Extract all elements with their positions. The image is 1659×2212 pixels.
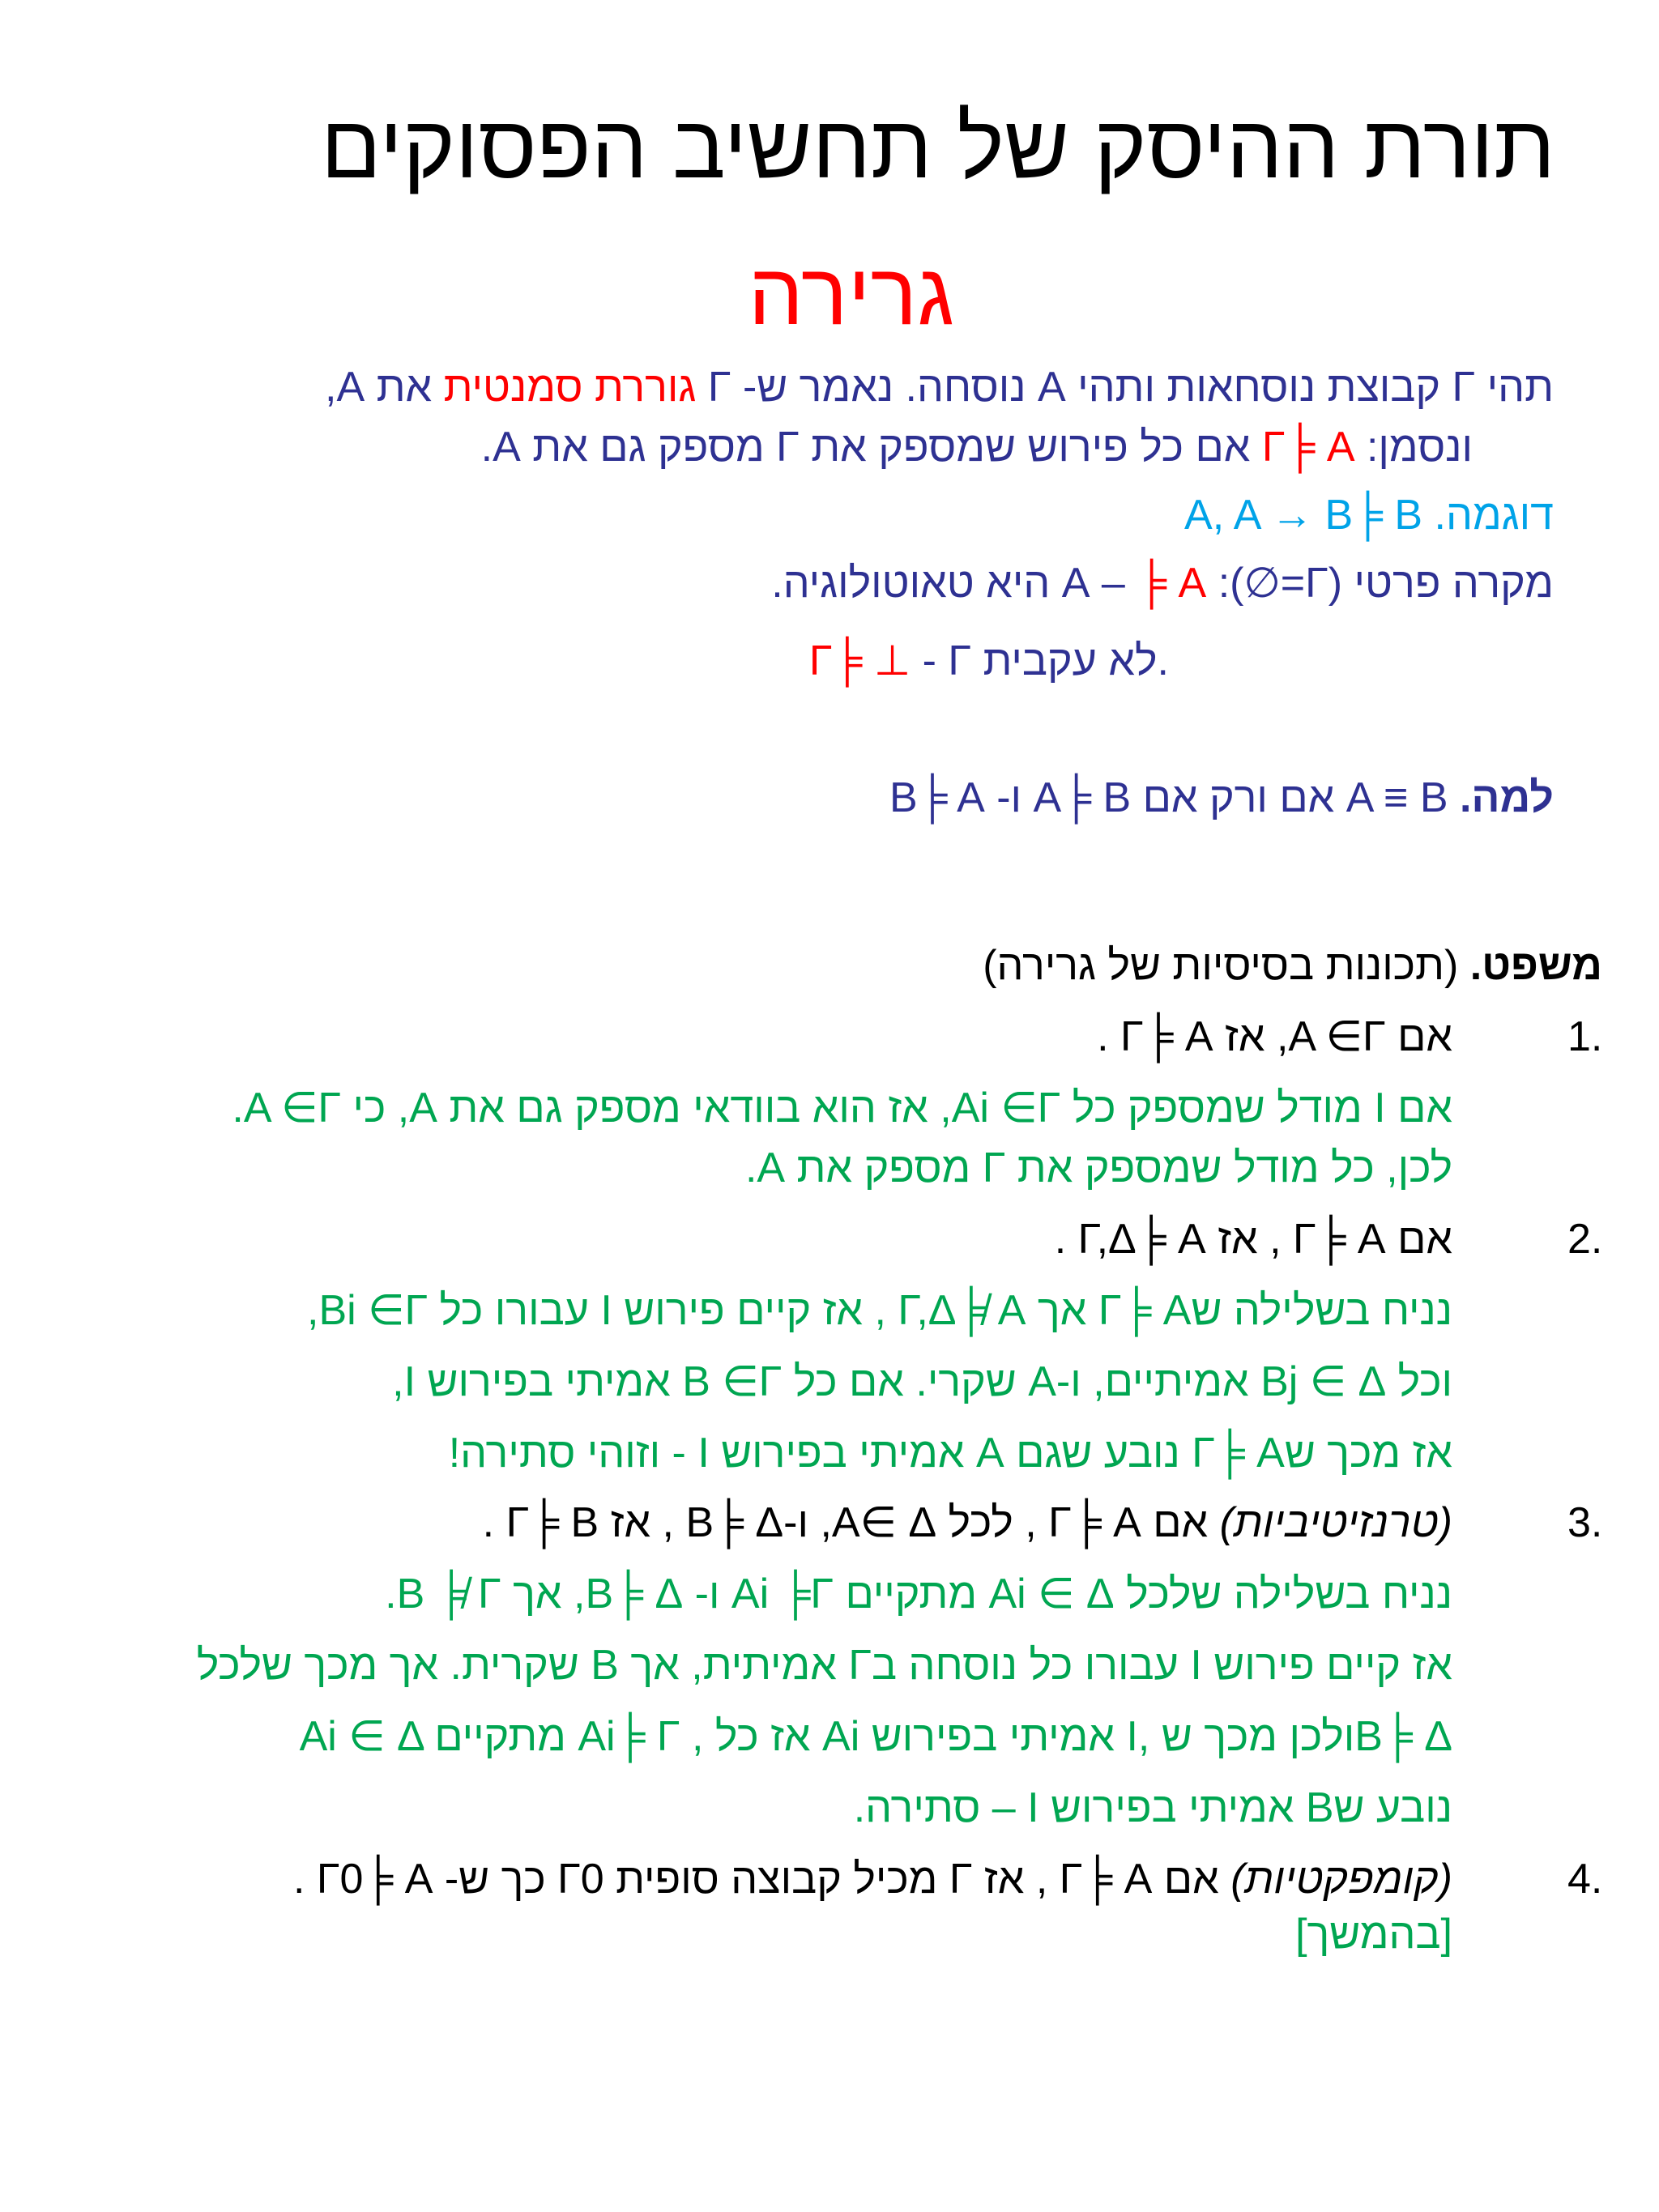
- item-2-statement: אם Γ╞ A , אז Γ,Δ╞ A .: [1054, 1216, 1452, 1263]
- item-3-proof-line-1: נניח בשלילה שלכל Ai ∈ Δ מתקיים Ai ╞Γ ו- B╞ Δ, אך B ╞̸ Γ.: [385, 1571, 1452, 1617]
- item-1-proof-line-2: לכן, כל מודל שמספק את Γ מספק את A.: [744, 1144, 1452, 1191]
- item-3-proof-line-3: Ai ∈ Δ מתקיים Ai╞ Γ , אז כל Ai אמיתי בפירוש I, ולכן מכך שB╞ Δ: [299, 1713, 1452, 1760]
- page-title: תורת ההיסק של תחשיב הפסוקים: [321, 97, 1555, 197]
- item-4-proof-line-1: [בהמשך]: [1295, 1911, 1452, 1958]
- item-3-statement: (טרנזיטיביות) אם Γ╞ A , לכל A∈ Δ, ו-B╞ Δ , אז Γ╞ B .: [482, 1499, 1452, 1546]
- page-subtitle: גרירה: [748, 245, 954, 343]
- definition-line-1: תהי Γ קבוצת נוסחאות ותהי A נוסחה. נאמר ש- Γ גוררת סמנטית את A,: [325, 364, 1554, 411]
- item-3-proof-line-2: אז קיים פירוש I עבורו כל נוסחה בΓ אמיתית, אך B שקרית. אך מכך שלכל: [196, 1642, 1452, 1689]
- theorem-line: משפט. (תכונות בסיסיות של גרירה): [983, 942, 1602, 989]
- item-2-proof-line-3: אז מכך שΓ╞ A נובע שגם A אמיתי בפירוש I - וזוהי סתירה!: [448, 1430, 1452, 1477]
- item-1-statement: אם A ∈Γ, אז Γ╞ A .: [1097, 1013, 1452, 1060]
- item-3-proof-line-4: נובע שB אמיתי בפירוש I – סתירה.: [853, 1784, 1452, 1831]
- item-2-proof-line-1: נניח בשלילה שΓ╞ A אך Γ,Δ╞̸ A , אז קיים פירוש I עבורו כל Bi ∈Γ,: [307, 1287, 1452, 1334]
- item-2-proof-line-2: וכל Bj ∈ Δ אמיתיים, ו-A שקרי. אם כל B ∈Γ אמיתי בפירוש I,: [392, 1358, 1452, 1405]
- item-number-2: 2.: [1567, 1216, 1603, 1263]
- definition-line-2: ונסמן: Γ╞ A אם כל פירוש שמספק את Γ מספק גם את A.: [480, 424, 1473, 471]
- item-number-3: 3.: [1567, 1499, 1603, 1546]
- special-case-line: מקרה פרטי (Γ=∅): ╞ A – A היא טאוטולוגיה.: [771, 560, 1554, 607]
- example-line: דוגמה. A, A → B╞ B: [1184, 492, 1554, 539]
- item-1-proof-line-1: אם I מודל שמספק כל Ai ∈Γ, אז הוא בוודאי מספק גם את A, כי A ∈Γ.: [232, 1085, 1452, 1132]
- lemma-line: למה. A ≡ B אם ורק אם A╞ B ו- B╞ A: [889, 774, 1554, 821]
- item-number-1: 1.: [1567, 1013, 1603, 1060]
- item-number-4: 4.: [1567, 1856, 1603, 1903]
- inconsistent-line: Γ╞ ⊥ - Γ לא עקבית.: [808, 637, 1169, 684]
- item-4-statement: (קומפקטיות) אם Γ╞ A , אז Γ מכיל קבוצה סופית Γ0 כך ש- Γ0╞ A .: [292, 1856, 1452, 1903]
